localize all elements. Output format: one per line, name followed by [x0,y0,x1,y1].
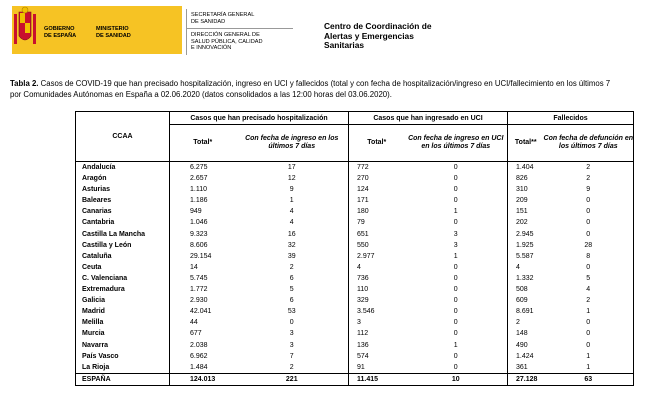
government-label [44,26,88,40]
cell-uci-7days: 0 [405,317,508,328]
ministry-line-1: MINISTERIO [96,26,129,32]
gov-line-1: GOBIERNO [44,26,75,32]
subheader-uci-7days: Con fecha de ingreso en UCI en los últimos 7 días [405,125,508,162]
cell-uci-total: 180 [357,208,369,216]
cell-hosp-total: 1.110 [190,186,207,194]
cell-uci-7days: 0 [405,284,508,295]
subheader-deaths-7days: Con fecha de defunción en los últimos 7 días [544,125,634,162]
cell-hosp-total: 6.962 [190,352,208,360]
cell-deaths-7days: 0 [544,217,634,228]
cell-uci-7days: 3 [405,240,508,251]
cell-hosp-total: 2.930 [190,297,208,305]
subheader-hosp-7days: Con fecha de ingreso en los últimos 7 días [236,125,349,162]
cell-deaths-total: 490 [516,341,528,349]
cell-uci-7days: 1 [405,340,508,351]
caption-label: Tabla 2. [10,79,39,88]
centre-line-3: Sanitarias [324,40,365,50]
table-row [76,284,634,295]
cell-uci-total: 574 [357,352,369,360]
cell-deaths-total: 508 [516,286,528,294]
cell-hosp-7days: 2 [236,262,349,273]
cell-uci-7days: 0 [405,162,508,174]
table-row [76,306,634,317]
cell-uci-total: 91 [357,363,365,371]
cell-hosp-7days: 0 [236,317,349,328]
cell-hosp-total: 1.484 [190,363,208,371]
table-row [76,206,634,217]
cell-hosp-total: 2.038 [190,341,208,349]
table-caption [10,78,671,100]
table-row [76,262,634,273]
ccaa-cell: Canarias [76,206,170,217]
table-row [76,273,634,284]
direccion-line-2: SALUD PÚBLICA, CALIDAD [191,38,263,45]
group-header-uci: Casos que han ingresado en UCI [349,112,508,125]
cell-hosp-7days: 39 [236,251,349,262]
cell-uci-total: 171 [357,197,369,205]
cell-uci-7days: 0 [405,273,508,284]
ccaa-cell: Asturias [76,184,170,195]
cell-uci-total: 112 [357,330,369,338]
cell-uci-7days: 1 [405,206,508,217]
cell-deaths-7days: 2 [544,295,634,306]
table-row [76,328,634,339]
centre-title [324,22,432,51]
cell-deaths-total: 2.945 [516,230,534,238]
cell-deaths-7days: 1 [544,362,634,374]
cell-deaths-7days: 4 [544,284,634,295]
cell-deaths-total: 1.424 [516,352,534,360]
cell-uci-7days: 0 [405,173,508,184]
cell-deaths-total: 310 [516,186,528,194]
ministry-label [96,26,156,40]
group-header-hospitalization: Casos que han precisado hospitalización [170,112,349,125]
cell-deaths-total: 148 [516,330,528,338]
cell-uci-7days: 1 [405,251,508,262]
table-row [76,317,634,328]
cell-deaths-7days: 0 [544,262,634,273]
ccaa-cell: Andalucía [76,162,170,174]
table-row [76,173,634,184]
cell-uci-total: 110 [357,286,369,294]
cell-hosp-total: 949 [190,208,202,216]
cell-uci-total: 3.546 [357,308,375,316]
group-header-deaths: Fallecidos [508,112,634,125]
direccion-box [186,29,293,55]
ccaa-cell: Melilla [76,317,170,328]
cell-hosp-total: 1.186 [190,197,208,205]
cell-hosp-7days: 1 [236,195,349,206]
cell-deaths-total: 209 [516,197,528,205]
cell-uci-7days: 0 [405,362,508,374]
ccaa-cell: Castilla La Mancha [76,229,170,240]
table-row [76,362,634,374]
direccion-line-3: E INNOVACIÓN [191,45,232,51]
cell-deaths-7days: 0 [544,206,634,217]
gov-line-2: DE ESPAÑA [44,33,77,39]
ccaa-cell: Navarra [76,340,170,351]
document-header [0,0,671,70]
direccion-line-1: DIRECCIÓN GENERAL DE [191,32,260,38]
secretaria-line-2: DE SANIDAD [191,18,226,25]
ccaa-cell: Cantabria [76,217,170,228]
ccaa-header: CCAA [76,112,170,162]
cell-deaths-7days: 2 [544,173,634,184]
ccaa-cell: C. Valenciana [76,273,170,284]
cell-hosp-7days: 17 [236,162,349,174]
ccaa-cell: Cataluña [76,251,170,262]
cell-uci-total: 772 [357,164,369,171]
cell-hosp-total: 1.046 [190,219,208,227]
cell-deaths-7days: 8 [544,251,634,262]
table-row [76,295,634,306]
cell-uci-7days: 0 [405,328,508,339]
cell-hosp-7days: 7 [236,351,349,362]
ccaa-cell: Murcia [76,328,170,339]
cell-deaths-7days: 63 [544,373,634,385]
cell-uci-7days: 0 [405,217,508,228]
caption-line-1: Casos de COVID-19 que han precisado hospitalización, ingreso en UCI y fallecidos (total y con fecha de hospitalización/ingreso en UCI/fallecimiento en los últimos 7 [38,79,611,88]
cell-deaths-total: 826 [516,175,528,183]
cell-uci-total: 79 [357,219,365,227]
cell-uci-total: 736 [357,274,369,282]
cell-hosp-total: 29.154 [190,252,212,260]
ccaa-cell: Ceuta [76,262,170,273]
cell-hosp-total: 5.745 [190,274,208,282]
table-row [76,195,634,206]
table-row [76,217,634,228]
cell-deaths-total: 4 [516,263,520,271]
cell-deaths-7days: 0 [544,195,634,206]
cell-uci-total: 11.415 [349,373,405,385]
cell-deaths-7days: 0 [544,340,634,351]
subheader-deaths-total: Total** [508,125,544,162]
cell-hosp-total: 677 [190,330,202,338]
cell-uci-total: 329 [357,297,369,305]
covid-table [75,111,634,386]
table-row [76,184,634,195]
cell-hosp-total: 2.657 [190,175,208,183]
cell-hosp-total: 14 [190,263,198,271]
ministry-line-2: DE SANIDAD [96,33,131,39]
total-label: ESPAÑA [76,373,170,385]
cell-uci-total: 124 [357,186,369,194]
cell-hosp-7days: 32 [236,240,349,251]
cell-deaths-7days: 0 [544,229,634,240]
secretariat-block [186,9,293,55]
cell-deaths-total: 2 [516,319,520,327]
cell-deaths-total: 1.332 [516,274,534,282]
subheader-hosp-total: Total* [170,125,236,162]
ccaa-cell: Galicia [76,295,170,306]
cell-uci-total: 3 [357,319,361,327]
cell-deaths-7days: 0 [544,328,634,339]
cell-hosp-7days: 2 [236,362,349,374]
cell-uci-7days: 10 [405,373,508,385]
centre-line-1: Centro de Coordinación de [324,21,432,31]
cell-uci-7days: 0 [405,351,508,362]
cell-uci-7days: 0 [405,306,508,317]
cell-deaths-7days: 1 [544,306,634,317]
cell-deaths-total: 1.925 [516,241,534,249]
cell-uci-7days: 0 [405,262,508,273]
cell-hosp-total: 6.275 [190,164,208,171]
cell-hosp-7days: 3 [236,340,349,351]
cell-uci-7days: 0 [405,195,508,206]
cell-hosp-total: 44 [190,319,198,327]
cell-uci-total: 4 [357,263,361,271]
ccaa-cell: Baleares [76,195,170,206]
cell-deaths-7days: 5 [544,273,634,284]
cell-hosp-total: 124.013 [170,373,236,385]
cell-deaths-7days: 0 [544,317,634,328]
table-row [76,240,634,251]
cell-uci-total: 651 [357,230,369,238]
cell-hosp-7days: 16 [236,229,349,240]
cell-deaths-total: 5.587 [516,252,534,260]
cell-deaths-total: 8.691 [516,308,534,316]
table-row [76,162,634,174]
cell-deaths-total: 202 [516,219,528,227]
total-row [76,373,634,385]
table-row [76,251,634,262]
cell-hosp-total: 1.772 [190,286,208,294]
secretaria-box [186,9,293,29]
cell-deaths-total: 609 [516,297,528,305]
ccaa-cell: La Rioja [76,362,170,374]
cell-deaths-total: 27.128 [508,373,544,385]
table-row [76,229,634,240]
cell-hosp-7days: 4 [236,217,349,228]
cell-uci-total: 550 [357,241,369,249]
cell-hosp-7days: 9 [236,184,349,195]
centre-line-2: Alertas y Emergencias [324,30,414,41]
cell-deaths-7days: 9 [544,184,634,195]
cell-deaths-total: 1.404 [516,164,534,171]
subheader-uci-total: Total* [349,125,405,162]
cell-uci-7days: 0 [405,295,508,306]
table-row [76,351,634,362]
ccaa-cell: Madrid [76,306,170,317]
cell-uci-7days: 0 [405,184,508,195]
cell-hosp-7days: 53 [236,306,349,317]
cell-uci-total: 136 [357,341,369,349]
cell-hosp-7days: 4 [236,206,349,217]
caption-line-2: por Comunidades Autónomas en España a 02.06.2020 (datos consolidados a las 12:00 horas del 03.06.2020). [10,90,392,99]
cell-deaths-7days: 2 [544,162,634,174]
cell-hosp-7days: 12 [236,173,349,184]
coat-of-arms-icon [12,6,38,50]
ccaa-cell: Extremadura [76,284,170,295]
table-row [76,340,634,351]
cell-deaths-total: 361 [516,363,528,371]
cell-deaths-7days: 28 [544,240,634,251]
ccaa-cell: Castilla y León [76,240,170,251]
cell-uci-total: 2.977 [357,252,375,260]
cell-deaths-total: 151 [516,208,528,216]
cell-hosp-7days: 5 [236,284,349,295]
secretaria-line-1: SECRETARÍA GENERAL [191,12,255,18]
cell-uci-total: 270 [357,175,369,183]
ccaa-cell: País Vasco [76,351,170,362]
ccaa-cell: Aragón [76,173,170,184]
cell-hosp-7days: 6 [236,295,349,306]
cell-uci-7days: 3 [405,229,508,240]
cell-hosp-total: 42.041 [190,308,212,316]
cell-hosp-7days: 3 [236,328,349,339]
cell-hosp-total: 8.606 [190,241,208,249]
cell-hosp-total: 9.323 [190,230,208,238]
cell-hosp-7days: 221 [236,373,349,385]
cell-hosp-7days: 6 [236,273,349,284]
cell-deaths-7days: 1 [544,351,634,362]
government-logo [12,6,182,54]
